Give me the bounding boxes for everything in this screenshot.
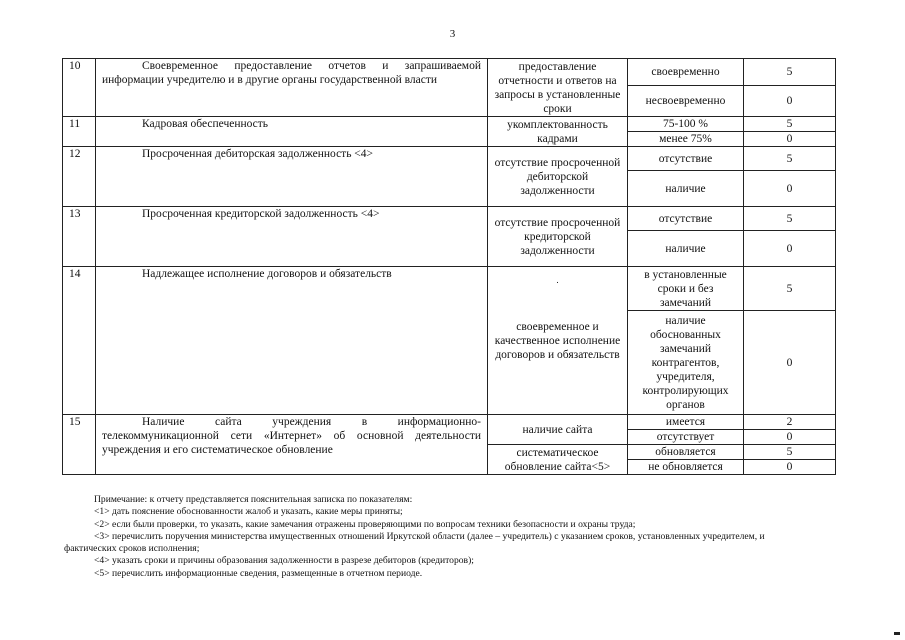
points-cell: 0 (744, 460, 836, 475)
points-cell: 0 (744, 311, 836, 415)
value-cell: несвоевременно (628, 86, 744, 117)
value-cell: имеется (628, 415, 744, 430)
value-cell: 75-100 % (628, 117, 744, 132)
indicator-cell (488, 267, 628, 415)
indicator-cell: укомплектованность кадрами (488, 117, 628, 147)
note-item: <1> дать пояснение обоснованности жалоб и указать, какие меры приняты; (94, 506, 403, 518)
table-row (63, 117, 836, 132)
row-number: 13 (63, 207, 96, 267)
table-row (63, 267, 836, 311)
criterion-cell: Просроченная кредиторской задолженность <4> (96, 207, 488, 267)
criterion-cell: Своевременное предоставление отчетов и запрашиваемой информации учредителю и в другие органы государственной власти (96, 59, 488, 117)
value-cell: своевременно (628, 59, 744, 86)
note-item: <3> перечислить поручения министерства имущественных отношений Иркутской области (далее – учредитель) с указанием сроков, установленных учредителем, и фактических сроков исполнения; (64, 530, 765, 555)
row-number: 12 (63, 147, 96, 207)
points-cell: 5 (744, 117, 836, 132)
row-number: 15 (63, 415, 96, 475)
value-cell: менее 75% (628, 132, 744, 147)
criterion-cell: Кадровая обеспеченность (96, 117, 488, 147)
value-cell: наличие (628, 231, 744, 267)
criterion-cell: Наличие сайта учреждения в информационно-телекоммуникационной сети «Интернет» об основной деятельности учреждения и его систематическое обновление (96, 415, 488, 475)
value-cell: отсутствие (628, 147, 744, 171)
indicator-cell: отсутствие просроченной кредиторской задолженности (488, 207, 628, 267)
value-cell: отсутствует (628, 430, 744, 445)
indicator-cell: отсутствие просроченной дебиторской задолженности (488, 147, 628, 207)
points-cell: 0 (744, 132, 836, 147)
points-cell: 0 (744, 430, 836, 445)
points-cell: 5 (744, 59, 836, 86)
indicator-mark: . (556, 275, 559, 285)
scan-mark (894, 632, 900, 635)
row-number: 11 (63, 117, 96, 147)
table-row (63, 207, 836, 231)
note-item: <5> перечислить информационные сведения, размещенные в отчетном периоде. (94, 567, 423, 579)
points-cell: 0 (744, 171, 836, 207)
points-cell: 0 (744, 86, 836, 117)
indicator-cell: наличие сайта (488, 415, 628, 445)
indicator-cell: систематическое обновление сайта<5> (488, 445, 628, 475)
value-cell: наличие обоснованных замечаний контрагентов, учредителя, контролирующих органов (628, 311, 744, 415)
value-cell: наличие (628, 171, 744, 207)
indicator-text: своевременное и качественное исполнение договоров и обязательств (494, 320, 621, 361)
row-number: 14 (63, 267, 96, 415)
points-cell: 5 (744, 147, 836, 171)
notes-title: Примечание: к отчету представляется пояснительная записка по показателям: (94, 494, 413, 505)
note-item: <2> если были проверки, то указать, какие замечания отражены проверяющими по вопросам техники безопасности и охраны труда; (94, 518, 636, 530)
note-item: <4> указать сроки и причины образования задолженности в разрезе дебиторов (кредиторов); (94, 555, 474, 567)
table-row (63, 415, 836, 430)
table-row (63, 147, 836, 171)
value-cell: отсутствие (628, 207, 744, 231)
value-cell: в установленные сроки и без замечаний (628, 267, 744, 311)
indicators-table (62, 58, 836, 475)
page-number: 3 (449, 28, 456, 40)
row-number: 10 (63, 59, 96, 117)
value-cell: обновляется (628, 445, 744, 460)
value-cell: не обновляется (628, 460, 744, 475)
criterion-cell: Надлежащее исполнение договоров и обязательств (96, 267, 488, 415)
indicator-cell: предоставление отчетности и ответов на запросы в установленные сроки (488, 59, 628, 117)
points-cell: 5 (744, 267, 836, 311)
points-cell: 2 (744, 415, 836, 430)
points-cell: 5 (744, 445, 836, 460)
criterion-cell: Просроченная дебиторская задолженность <4> (96, 147, 488, 207)
points-cell: 0 (744, 231, 836, 267)
points-cell: 5 (744, 207, 836, 231)
table-row (63, 59, 836, 86)
notes-section (64, 494, 844, 580)
